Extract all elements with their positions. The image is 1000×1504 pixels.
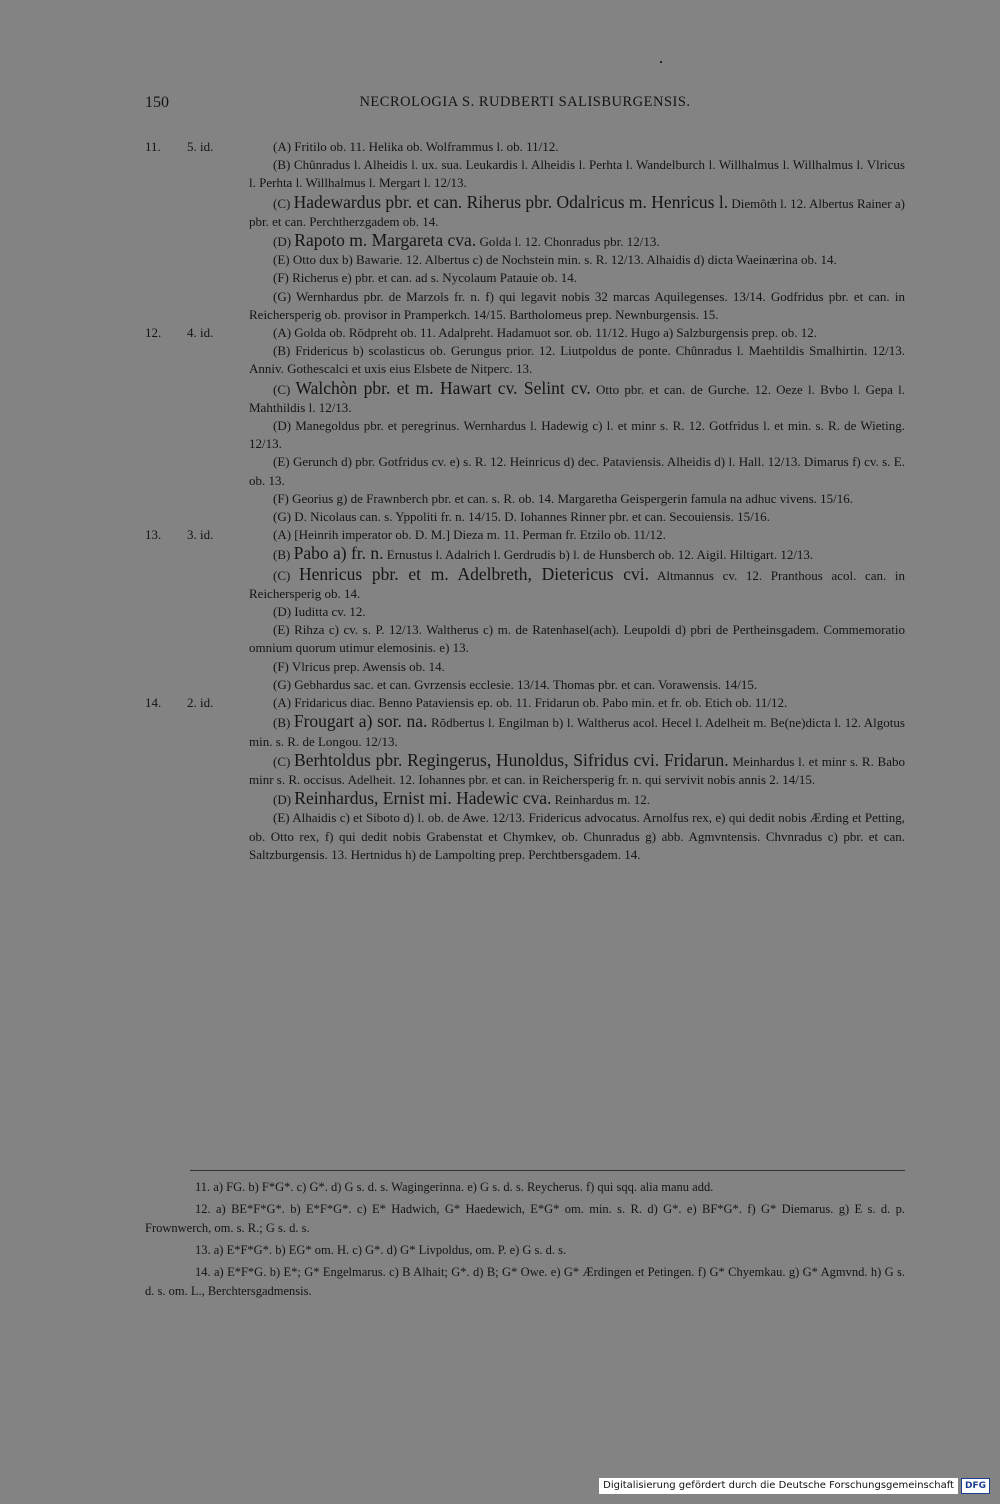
entry-paragraph xyxy=(249,453,905,489)
name-emphasis: Berhtoldus pbr. Regingerus, Hunoldus, Sifridus cvi. Fridarun. xyxy=(294,749,729,770)
name-emphasis: Rapoto m. Margareta cva. xyxy=(294,230,477,251)
entry-paragraph xyxy=(249,694,905,712)
entry-date: 4. id. xyxy=(187,325,214,341)
entry-number: 11. xyxy=(145,139,161,154)
footnote: 11. a) FG. b) F*G*. c) G*. d) G s. d. s. Wagingerinna. e) G s. d. s. Reycherus. f) qui sqq. alia manu add. xyxy=(195,1180,714,1194)
entry-paragraph xyxy=(249,676,905,694)
text-segment: (A) Fridaricus diac. Benno Pataviensis ep. ob. 11. Fridarun ob. Pabo min. et fr. ob. Etich ob. 11/12. xyxy=(273,695,788,711)
footnote: 13. a) E*F*G*. b) EG* om. H. c) G*. d) G* Livpoldus, om. P. e) G s. d. s. xyxy=(195,1243,567,1257)
entry-paragraph xyxy=(249,751,905,789)
entry-paragraph xyxy=(249,251,905,269)
text-segment: (C) xyxy=(273,753,295,769)
text-segment: (A) [Heinrih imperator ob. D. M.] Dieza m. 11. Perman fr. Etzilo ob. 11/12. xyxy=(273,527,666,543)
page-header xyxy=(145,94,905,118)
scan-speck xyxy=(660,61,662,63)
entry-paragraph xyxy=(249,658,905,676)
calendar-entry xyxy=(145,324,905,526)
entry-number: 12. xyxy=(145,325,162,341)
entry-paragraph xyxy=(249,789,905,809)
text-segment: (B) Fridericus b) scolasticus ob. Gerungus prior. 12. Liutpoldus de ponte. Chûnradus l. Maehtildis Smalhirtin. 12/13. Anniv. Gothescalci et uxis eius Elsbete de Nitperc. 13. xyxy=(249,343,905,377)
name-emphasis: Henricus pbr. et m. Adelbreth, Dietericus cvi. xyxy=(298,563,650,584)
text-segment: (C) xyxy=(273,195,294,211)
text-segment: (B) xyxy=(273,715,294,731)
entry-text xyxy=(249,694,905,864)
entry-paragraph xyxy=(249,417,905,453)
name-emphasis: Hadewardus pbr. et can. Riherus pbr. Odalricus m. Henricus l. xyxy=(293,191,729,212)
calendar-entry xyxy=(145,694,905,864)
footnotes xyxy=(145,1178,905,1304)
footnote: 14. a) E*F*G. b) E*; G* Engelmarus. c) B Alhait; G*. d) B; G* Owe. e) G* Ærdingen et Petingen. f) G* Chyemkau. g) G* Agmvnd. h) G s. d. s. om. L., Berchtersgadmensis. xyxy=(145,1265,905,1298)
entry-number: 13. xyxy=(145,527,162,543)
entry-paragraph xyxy=(249,324,905,342)
entry-paragraph xyxy=(249,809,905,864)
page-number: 150 xyxy=(145,94,169,111)
entry-paragraph xyxy=(249,508,905,526)
entry-paragraph xyxy=(249,526,905,544)
entry-text xyxy=(249,138,905,324)
text-segment: (F) Vlricus prep. Awensis ob. 14. xyxy=(273,658,445,674)
text-segment: (E) Alhaidis c) et Siboto d) l. ob. de Awe. 12/13. Fridericus advocatus. Arnolfus rex, e) qui dedit nobis Ærding et Petting, ob. Otto rex, f) qui dedit nobis Grabenstat et Chymkev, ob. Chunradus g) abb. Agmvntensis. Chvnradus c) pbr. et can. Saltzburgensis. 13. Hertnidus h) de Lampolting prep. Perchtbersgadem. 14. xyxy=(249,810,905,862)
footnote: 12. a) BE*F*G*. b) E*F*G*. c) E* Hadwich, G* Haedewich, E*G* om. min. s. R. d) G*. e) BF*G*. f) G* Diemarus. g) E s. d. p. Frownwerch, om. s. R.; G s. d. s. xyxy=(145,1202,905,1235)
text-segment: (D) Manegoldus pbr. et peregrinus. Wernhardus l. Hadewig c) l. et minr s. R. 12. Gotfridus l. et min. s. R. de Wieting. 12/13. xyxy=(249,418,905,452)
entry-paragraph xyxy=(249,544,905,564)
entry-paragraph xyxy=(249,712,905,750)
entry-paragraph xyxy=(249,269,905,287)
text-segment: (G) Wernhardus pbr. de Marzols fr. n. f) qui legavit nobis 32 marcas Aquilegenses. 13/14. Godfridus pbr. et can. in Reichersperig ob. provisor in Pramperkch. 14/15. Bartholomeus prep. Newnburgensis. 15. xyxy=(249,288,905,322)
text-segment: Rŏdbertus l. Engilman b) l. Waltherus acol. Hecel l. Adelheit m. Be(ne)dicta l. 12. Algotus min. s. R. de Longou. 12/13. xyxy=(249,715,905,749)
entry-date: 3. id. xyxy=(187,527,214,543)
entry-paragraph xyxy=(249,379,905,417)
calendar-entry xyxy=(145,526,905,694)
text-segment: (F) Georius g) de Frawnberch pbr. et can. s. R. ob. 14. Margaretha Geispergerin famula na adhuc vivens. 15/16. xyxy=(273,490,854,506)
text-segment: (B) xyxy=(273,547,294,563)
dfg-logo: DFG xyxy=(961,1478,990,1494)
text-segment: (D) Iuditta cv. 12. xyxy=(273,604,366,620)
text-segment: Ernustus l. Adalrich l. Gerdrudis b) l. de Hunsberch ob. 12. Aigil. Hiltigart. 12/13. xyxy=(383,547,814,563)
text-segment: Meinhardus l. et minr s. R. Babo minr s. R. occisus. Adelheit. 12. Iohannes pbr. et can. in Reichersperig fr. n. qui servivit nobis annis 2. 14/15. xyxy=(249,753,905,787)
entry-paragraph xyxy=(249,193,905,231)
entry-number: 14. xyxy=(145,695,162,711)
entry-paragraph xyxy=(249,342,905,378)
text-segment: (C) xyxy=(273,567,299,583)
entry-date: 5. id. xyxy=(187,139,214,154)
calendar-entry xyxy=(145,138,905,324)
text-segment: Diemôth l. 12. Albertus Rainer a) pbr. et can. Perchtherzgadem ob. 14. xyxy=(249,195,905,229)
text-segment: (B) Chûnradus l. Alheidis l. ux. sua. Leukardis l. Alheidis l. Perhta l. Wandelburch l. Willhalmus l. Willhalmus l. Vlricus l. Perhta l. Willhalmus l. Mergart l. 12/13. xyxy=(249,157,905,191)
entry-paragraph xyxy=(249,156,905,192)
entry-paragraph xyxy=(249,603,905,621)
entry-text xyxy=(249,324,905,526)
text-segment: (D) xyxy=(273,792,295,808)
running-title: NECROLOGIA S. RUDBERTI SALISBURGENSIS. xyxy=(359,94,691,110)
entry-paragraph xyxy=(249,138,905,156)
text-segment: Altmannus cv. 12. Pranthous acol. can. in Reichersperig ob. 14. xyxy=(249,567,905,601)
text-segment: (A) Fritilo ob. 11. Helika ob. Wolframmus l. ob. 11/12. xyxy=(273,139,559,154)
text-segment: (F) Richerus e) pbr. et can. ad s. Nycolaum Patauie ob. 14. xyxy=(273,270,577,286)
text-segment: (D) xyxy=(273,234,295,250)
entry-paragraph xyxy=(249,288,905,324)
credit-text: Digitalisierung gefördert durch die Deutsche Forschungsgemeinschaft xyxy=(599,1478,958,1494)
entry-paragraph xyxy=(249,621,905,657)
text-segment: (E) Gerunch d) pbr. Gotfridus cv. e) s. R. 12. Heinricus d) dec. Pataviensis. Alheidis d) l. Hall. 12/13. Dimarus f) cv. s. E. ob. 13. xyxy=(249,454,905,488)
text-segment: Otto pbr. et can. de Gurche. 12. Oeze l. Bvbo l. Gepa l. Mahthildis l. 12/13. xyxy=(249,381,905,415)
entry-paragraph xyxy=(249,490,905,508)
text-segment: Reinhardus m. 12. xyxy=(551,792,650,808)
text-segment: (E) Otto dux b) Bawarie. 12. Albertus c) de Nochstein min. s. R. 12/13. Alhaidis d) dicta Waeinærina ob. 14. xyxy=(273,252,837,268)
name-emphasis: Pabo a) fr. n. xyxy=(293,543,384,564)
text-segment: Golda l. 12. Chonradus pbr. 12/13. xyxy=(476,234,660,250)
entry-text xyxy=(249,526,905,694)
name-emphasis: Walchòn pbr. et m. Hawart cv. Selint cv. xyxy=(295,377,591,398)
footnote-rule xyxy=(190,1170,905,1171)
text-segment: (E) Rihza c) cv. s. P. 12/13. Waltherus c) m. de Ratenhasel(ach). Leupoldi d) pbri de Pertheinsgadem. Commemoratio omnium quorum utimur elemosinis. e) 13. xyxy=(249,622,905,656)
text-segment: (G) Gebhardus sac. et can. Gvrzensis ecclesie. 13/14. Thomas pbr. et can. Vorawensis. 14/15. xyxy=(273,676,758,692)
name-emphasis: Reinhardus, Ernist mi. Hadewic cva. xyxy=(294,788,552,809)
text-segment: (G) D. Nicolaus can. s. Yppoliti fr. n. 14/15. D. Iohannes Rinner pbr. et can. Secouiensis. 15/16. xyxy=(273,509,770,525)
entry-paragraph xyxy=(249,231,905,251)
name-emphasis: Frougart a) sor. na. xyxy=(293,711,428,732)
entry-paragraph xyxy=(249,565,905,603)
necrology-body xyxy=(145,138,905,864)
dfg-credit xyxy=(599,1478,990,1494)
text-segment: (A) Golda ob. Rŏdpreht ob. 11. Adalpreht. Hadamuot sor. ob. 11/12. Hugo a) Salzburgensis prep. ob. 12. xyxy=(273,325,817,341)
text-segment: (C) xyxy=(273,381,296,397)
entry-date: 2. id. xyxy=(187,695,214,711)
